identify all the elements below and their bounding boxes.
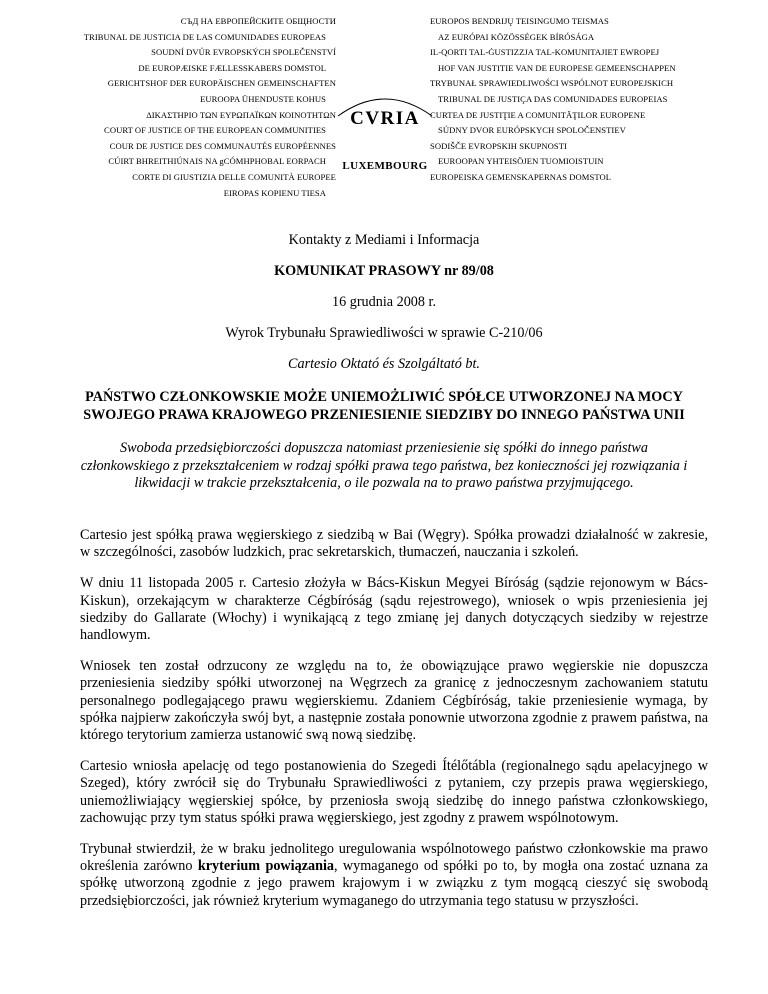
contact-line: Kontakty z Mediami i Informacja [288,232,480,248]
paragraph: Wniosek ten został odrzucony ze względu na to, że obowiązujące prawo węgierskie nie dopuszcza przeniesienia siedziby spółki utworzonej na Węgrzech za granicę z jednoczesnym zachowaniem statutu personalnego podlegającego prawu węgierskiemu. Zdaniem Cégbíróság, takie przeniesienie wymaga, by spółka najpierw zakończyła swój byt, a następnie została ponownie utworzona zgodnie z prawem państwa, na którego terytorium zamierza ustanowić swą nową siedzibę. [80,658,708,744]
paragraph [80,841,708,910]
paragraph-text: , wymaganego od spółki po to, by mogła ona zostać uznana za spółkę utworzoną zgodnie z jego prawem krajowym i w związku z tym mogącą cieszyć się swobodą przedsiębiorczości, jak również kryterium wymaganego do utrzymania tego statusu w przyszłości. [80,858,708,909]
institution-name: IL-QORTI TAL-ĠUSTIZZJA TAL-KOMUNITAJIET EWROPEJ [430,47,660,58]
logo-place: LUXEMBOURG [342,160,428,172]
subtitle: Swoboda przedsiębiorczości dopuszcza natomiast przeniesienie się spółki do innego państwa członkowskiego z przekształceniem w rodzaj spółki prawa tego państwa, bez konieczności jej rozwiązania i likwidacji w trakcie przekształcenia, o ile pozwala na to prawo państwa przyjmującego. [80,440,688,491]
ruling-line: Wyrok Trybunału Sprawiedliwości w sprawie C-210/06 [225,325,543,341]
institution-name: СЪД НА ЕВРОПЕЙСКИТЕ ОБЩНОСТИ [180,16,336,26]
press-release-number: KOMUNIKAT PRASOWY nr 89/08 [274,263,494,279]
institution-name: SODIŠČE EVROPSKIH SKUPNOSTI [430,140,567,151]
institution-name: HOF VAN JUSTITIE VAN DE EUROPESE GEMEENSCHAPPEN [438,62,676,73]
logo-wordmark: CVRIA [350,108,420,129]
institution-name: EIROPAS KOPIENU TIESA [223,187,326,198]
institution-name: CÚIRT BHREITHIÚNAIS NA gCÓMHPHOBAL EORPACH [108,156,326,167]
institution-name: TRIBUNAL DE JUSTICIA DE LAS COMUNIDADES EUROPEAS [83,31,326,42]
headline: PAŃSTWO CZŁONKOWSKIE MOŻE UNIEMOŻLIWIĆ SPÓŁCE UTWORZONEJ NA MOCY SWOJEGO PRAWA KRAJOWEGO PRZENIESIENIE SIEDZIBY DO INNEGO PAŃSTWA UNII [83,389,685,423]
institution-name: DE EUROPÆISKE FÆLLESSKABERS DOMSTOL [138,62,326,73]
court-header [0,0,768,198]
bold-term: kryterium powiązania [197,858,335,875]
institution-name: GERICHTSHOF DER EUROPÄISCHEN GEMEINSCHAFTEN [107,78,336,89]
paragraph: Cartesio wniosła apelację od tego postanowienia do Szegedi Ítélőtábla (regionalnego sądu apelacyjnego w Szeged), który zwrócił się do Trybunału Sprawiedliwości z pytaniem, czy przepis prawa węgierskiego, uniemożliwiający węgierskiej spółce, by przeniosła swoją siedzibę do innego państwa członkowskiego, zachowując przy tym status spółki prawa węgierskiego, jest zgodny z prawem wspólnotowym. [80,758,708,826]
institution-name: CORTE DI GIUSTIZIA DELLE COMUNITÀ EUROPEE [132,171,336,182]
institution-name: COURT OF JUSTICE OF THE EUROPEAN COMMUNITIES [104,125,326,136]
institution-name: TRIBUNAL DE JUSTIÇA DAS COMUNIDADES EUROPEIAS [438,93,668,104]
release-date: 16 grudnia 2008 r. [331,294,437,310]
institution-name: SOUDNÍ DVŮR EVROPSKÝCH SPOLEČENSTVÍ [151,47,336,58]
institution-name: SÚDNY DVOR EURÓPSKYCH SPOLOČENSTIEV [438,125,626,136]
institution-names-right [430,14,730,186]
institution-name: EUROPEISKA GEMENSKAPERNAS DOMSTOL [430,171,612,182]
institution-name: AZ EURÓPAI KÖZÖSSÉGEK BÍRÓSÁGA [438,31,595,42]
paragraph: Cartesio jest spółką prawa węgierskiego z siedzibą w Bai (Węgry). Spółka prowadzi działalność w zakresie, w szczególności, zasobów ludzkich, prac sekretarskich, tłumaczeń, nauczania i szkoleń. [80,527,708,561]
press-release-heading [80,232,688,493]
release-body [80,527,708,924]
institution-names-left [40,14,336,201]
institution-name: COUR DE JUSTICE DES COMMUNAUTÉS EUROPÉENNES [109,140,336,151]
paragraph-text: Trybunał stwierdził, że w braku jednolitego uregulowania wspólnotowego państwo członkowskie ma prawo określenia zarówno [80,841,708,875]
institution-name: TRYBUNAŁ SPRAWIEDLIWOŚCI WSPÓLNOT EUROPEJSKICH [430,78,674,89]
institution-name: ΔΙΚΑΣΤΗΡΙΟ ΤΩΝ ΕΥΡΩΠΑΪΚΩΝ ΚΟΙΝΟΤΗΤΩΝ [146,109,336,120]
paragraph: W dniu 11 listopada 2005 r. Cartesio złożyła w Bács-Kiskun Megyei Bíróság (sądzie rejonowym w Bács-Kiskun), orzekającym w charakterze Cégbíróság (sądu rejestrowego), wniosek o wpis przeniesienia jej siedziby do Gallarate (Włochy) i wynikającą z tego zmianę jej danych dotyczących siedziby w rejestrze handlowym. [80,575,708,644]
institution-name: EUROOPA ÜHENDUSTE KOHUS [200,93,326,104]
institution-name: CURTEA DE JUSTIŢIE A COMUNITĂŢILOR EUROPENE [430,109,646,120]
institution-name: EUROOPAN YHTEISÖJEN TUOMIOISTUIN [438,156,604,167]
institution-name: EUROPOS BENDRIJŲ TEISINGUMO TEISMAS [430,16,609,26]
case-name: Cartesio Oktató és Szolgáltató bt. [288,356,480,372]
